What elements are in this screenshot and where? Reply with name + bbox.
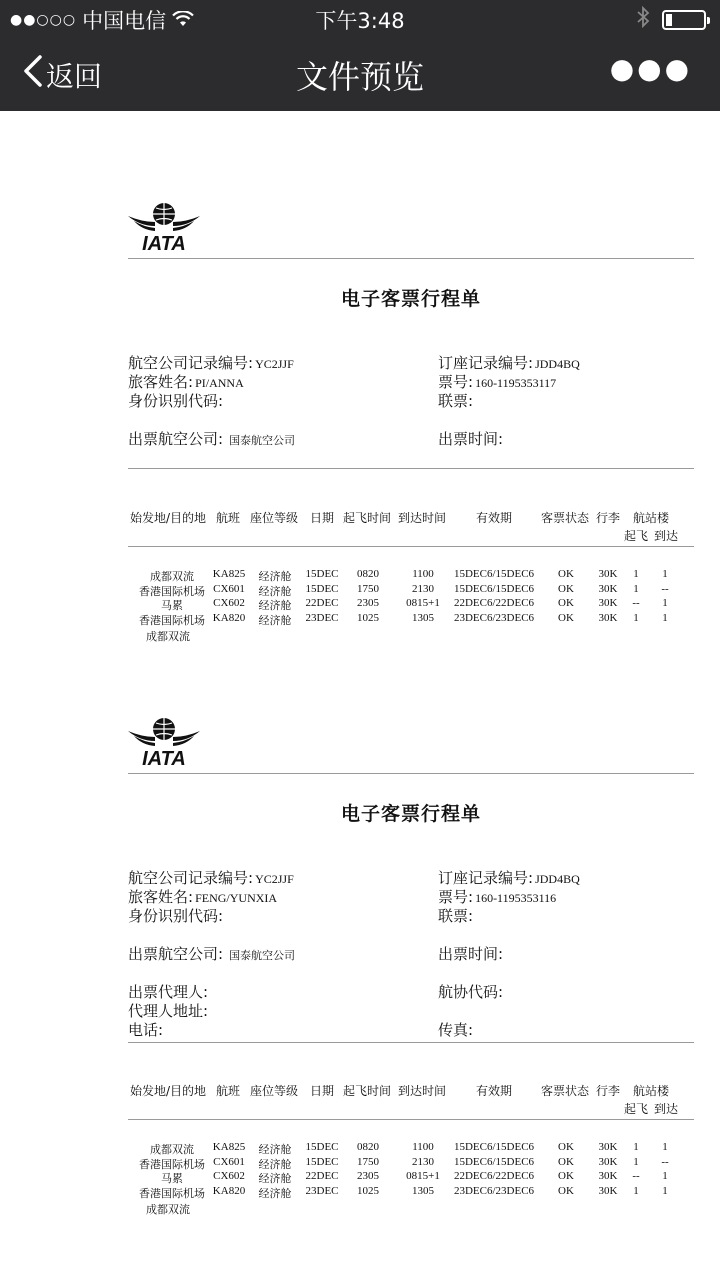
airline-record-value: YC2JJF [255,872,294,886]
cell-dep: 1750 [357,582,379,595]
cell-date: 22DEC [305,597,339,609]
cell-baggage: 30K [598,611,618,624]
document-title: 电子客票行程单 [340,803,481,825]
passenger-name-field [128,886,277,907]
header-terminal-arrival: 到达 [654,1102,679,1116]
id-code-label: 身份识别代码: [128,392,224,410]
issuing-airline-value: 国泰航空公司 [229,434,296,447]
ticket-number-label: 票号: [438,888,474,906]
final-destination: 成都双流 [146,630,190,643]
battery-icon [662,10,706,30]
signal-strength-icon: ●●○○○ [10,12,77,28]
booking-record-value: JDD4BQ [535,872,580,886]
agent-address-label: 代理人地址: [128,1002,209,1020]
cell-validity: 23DEC6/23DEC6 [453,1184,535,1197]
issuing-agent-label: 出票代理人: [128,983,209,1001]
header-terminal-arrival: 到达 [654,529,679,543]
header-baggage: 行李 [596,1084,621,1098]
booking-record-label: 订座记录编号: [438,354,534,372]
itinerary-document-1 [128,200,694,650]
iata-logo [128,200,200,258]
cell-t-arr: 1 [662,1170,668,1182]
issuing-airline-label: 出票航空公司: [128,430,224,448]
booking-record-value: JDD4BQ [535,357,580,371]
cell-flight: CX601 [213,1155,245,1168]
status-bar [0,0,720,36]
conjunction-ticket-label: 联票: [438,392,474,410]
header-date: 日期 [310,1084,335,1098]
iata-logo-text: IATA [142,748,186,767]
header-ticket-status: 客票状态 [541,511,590,525]
final-destination: 成都双流 [146,1203,190,1216]
cell-baggage: 30K [598,1170,618,1182]
cell-baggage: 30K [598,1155,618,1168]
more-options-icon[interactable]: ●●● [609,52,692,85]
passenger-name-label: 旅客姓名: [128,373,194,391]
document-title: 电子客票行程单 [340,288,481,310]
cell-class: 经济舱 [258,570,292,583]
cell-status: OK [558,568,574,580]
ticket-number-value: 160-1195353117 [475,376,557,390]
cell-flight: KA820 [212,611,246,624]
cell-arr: 2130 [412,1155,434,1168]
cell-baggage: 30K [598,1184,618,1197]
header-origin-destination: 始发地/目的地 [130,1084,207,1098]
ticket-number-field [438,886,556,907]
cell-origin: 成都双流 [150,1143,194,1156]
cell-flight: KA825 [212,568,246,580]
cell-origin: 香港国际机场 [139,1157,205,1171]
cell-validity: 23DEC6/23DEC6 [453,611,535,624]
cell-date: 22DEC [305,1170,339,1182]
cell-origin: 香港国际机场 [139,584,205,598]
cell-arr: 1100 [412,1141,434,1153]
header-flight: 航班 [216,1084,241,1098]
cell-t-arr: 1 [662,1141,668,1153]
cell-flight: CX601 [213,582,245,595]
cell-baggage: 30K [598,582,618,595]
header-flight: 航班 [216,511,241,525]
top-bar [0,0,720,111]
status-right [636,6,706,33]
cell-class: 经济舱 [258,584,292,598]
divider [128,258,694,259]
cell-arr: 1305 [412,611,434,624]
header-terminal: 航站楼 [633,511,670,525]
cell-arr: 0815+1 [406,597,440,609]
cell-dep: 2305 [357,1170,379,1182]
cell-validity: 15DEC6/15DEC6 [453,582,535,595]
cell-date: 23DEC [305,1184,339,1197]
header-origin-destination: 始发地/目的地 [130,511,207,525]
passenger-name-value: PI/ANNA [195,376,244,390]
booking-record-label: 订座记录编号: [438,869,534,887]
cell-status: OK [558,1141,574,1153]
cell-date: 15DEC [305,1141,339,1153]
cell-class: 经济舱 [258,1186,292,1200]
iata-code-label: 航协代码: [438,983,504,1001]
cell-t-arr: -- [661,1155,669,1168]
cell-origin: 马累 [161,599,183,612]
cell-baggage: 30K [598,597,618,609]
airline-record-value: YC2JJF [255,357,294,371]
cell-status: OK [558,597,574,609]
issuing-airline-field [128,428,295,449]
cell-t-arr: 1 [662,568,668,580]
airline-record-field [128,352,294,373]
cell-t-dep: 1 [633,1141,639,1153]
cell-baggage: 30K [598,568,618,580]
cell-status: OK [558,611,574,624]
cell-validity: 22DEC6/22DEC6 [453,597,535,609]
cell-origin: 马累 [161,1172,183,1185]
cell-t-dep: -- [632,597,640,609]
airline-record-label: 航空公司记录编号: [128,354,254,372]
cell-dep: 1750 [357,1155,379,1168]
id-code-label: 身份识别代码: [128,907,224,925]
cell-date: 15DEC [305,1155,339,1168]
header-terminal-departure: 起飞 [624,1102,649,1116]
header-arrival-time: 到达时间 [398,511,447,525]
cell-t-dep: 1 [633,568,639,580]
cell-validity: 15DEC6/15DEC6 [453,1141,535,1153]
cell-class: 经济舱 [258,1157,292,1171]
header-baggage: 行李 [596,511,621,525]
divider [128,1119,694,1120]
cell-date: 15DEC [305,582,339,595]
cell-arr: 1305 [412,1184,434,1197]
cell-t-arr: 1 [662,1184,668,1197]
header-arrival-time: 到达时间 [398,1084,447,1098]
issue-time-label: 出票时间: [438,945,504,963]
cell-arr: 1100 [412,568,434,580]
issue-time-label: 出票时间: [438,430,504,448]
header-date: 日期 [310,511,335,525]
header-ticket-status: 客票状态 [541,1084,590,1098]
iata-logo-text: IATA [142,233,186,252]
cell-t-dep: 1 [633,611,639,624]
booking-record-field [438,867,580,888]
ticket-number-label: 票号: [438,373,474,391]
issuing-airline-label: 出票航空公司: [128,945,224,963]
cell-origin: 成都双流 [150,570,194,583]
page-title: 文件预览 [295,58,424,96]
cell-class: 经济舱 [258,599,292,612]
ticket-number-field [438,371,556,392]
cell-t-arr: -- [661,582,669,595]
header-validity: 有效期 [476,511,513,525]
cell-class: 经济舱 [258,613,292,627]
cell-validity: 15DEC6/15DEC6 [453,568,535,580]
passenger-name-field [128,371,244,392]
cell-arr: 2130 [412,582,434,595]
cell-status: OK [558,1184,574,1197]
cell-date: 15DEC [305,568,339,580]
cell-baggage: 30K [598,1141,618,1153]
cell-dep: 1025 [357,1184,379,1197]
booking-record-field [438,352,580,373]
cell-dep: 0820 [357,1141,379,1153]
cell-flight: CX602 [213,597,245,609]
header-class: 座位等级 [250,1084,299,1098]
itinerary-document-2 [128,715,694,1235]
header-validity: 有效期 [476,1084,513,1098]
airline-record-field [128,867,294,888]
cell-status: OK [558,1170,574,1182]
divider [128,468,694,469]
cell-t-arr: 1 [662,597,668,609]
conjunction-ticket-label: 联票: [438,907,474,925]
cell-status: OK [558,582,574,595]
cell-t-dep: 1 [633,1184,639,1197]
cell-dep: 0820 [357,568,379,580]
cell-t-dep: 1 [633,582,639,595]
phone-label: 电话: [128,1021,164,1039]
cell-flight: CX602 [213,1170,245,1182]
header-departure-time: 起飞时间 [343,511,392,525]
airline-record-label: 航空公司记录编号: [128,869,254,887]
carrier-name: 中国电信 [82,9,167,33]
navigation-bar [0,36,720,111]
cell-class: 经济舱 [258,1172,292,1185]
cell-t-arr: 1 [662,611,668,624]
cell-dep: 2305 [357,597,379,609]
passenger-name-label: 旅客姓名: [128,888,194,906]
divider [128,546,694,547]
cell-t-dep: -- [632,1170,640,1182]
status-time: 下午3:48 [315,9,405,33]
ticket-number-value: 160-1195353116 [475,891,557,905]
cell-class: 经济舱 [258,1143,292,1156]
divider [128,1042,694,1043]
iata-logo [128,715,200,773]
cell-arr: 0815+1 [406,1170,440,1182]
cell-t-dep: 1 [633,1155,639,1168]
header-class: 座位等级 [250,511,299,525]
header-terminal: 航站楼 [633,1084,670,1098]
cell-origin: 香港国际机场 [139,1186,205,1200]
back-label: 返回 [46,59,103,93]
cell-flight: KA825 [212,1141,246,1153]
header-departure-time: 起飞时间 [343,1084,392,1098]
cell-date: 23DEC [305,611,339,624]
header-terminal-departure: 起飞 [624,529,649,543]
cell-dep: 1025 [357,611,379,624]
issuing-airline-field [128,943,295,964]
passenger-name-value: FENG/YUNXIA [195,891,278,905]
cell-validity: 15DEC6/15DEC6 [453,1155,535,1168]
cell-status: OK [558,1155,574,1168]
bluetooth-icon [636,6,650,33]
cell-origin: 香港国际机场 [139,613,205,627]
cell-flight: KA820 [212,1184,246,1197]
fax-label: 传真: [438,1021,474,1039]
divider [128,773,694,774]
issuing-airline-value: 国泰航空公司 [229,949,296,962]
cell-validity: 22DEC6/22DEC6 [453,1170,535,1182]
